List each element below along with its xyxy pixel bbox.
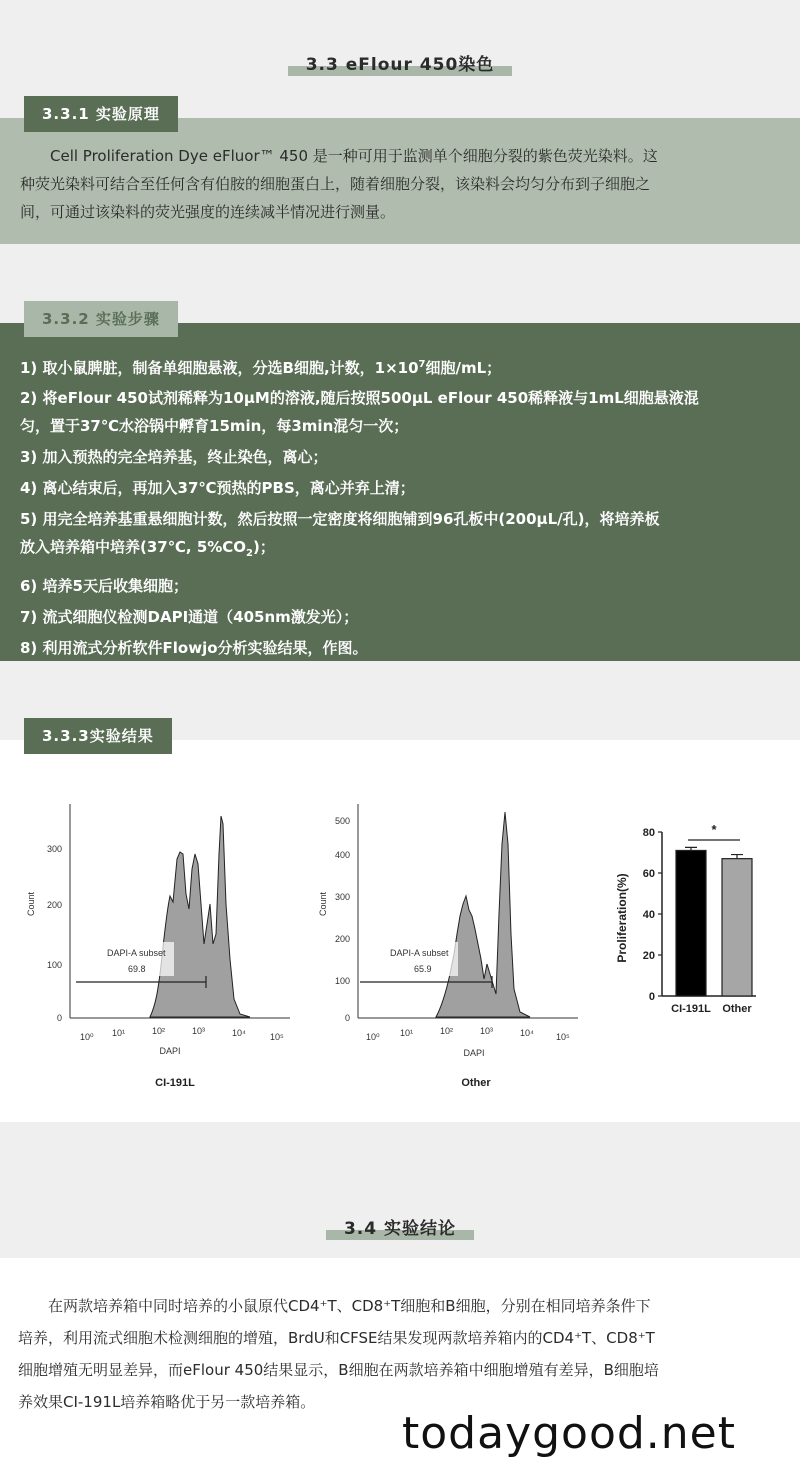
principle-line-3: 间，可通过该染料的荧光强度的连续减半情况进行测量。 (20, 203, 396, 221)
step-5-line-2: 放入培养箱中培养(37℃, $5\%CO_2$)； (20, 538, 275, 559)
bar-ytick-label-0: 0 (648, 991, 655, 1003)
conclusion-line-2: 培养，利用流式细胞术检测细胞的增殖，BrdU和CFSE结果发现两款培养箱内的CD4⁺T、CD8⁺T (18, 1329, 655, 1347)
bar-category-ci-191l: CI-191L (671, 1003, 711, 1015)
step-2-line-2: 匀，置于37℃水浴锅中孵育15min，每3min混匀一次； (20, 417, 409, 435)
hist-left-gate-value: 69.8 (128, 964, 146, 974)
hist-right-ytick-500: 500 (334, 816, 350, 826)
histogram-other (300, 784, 590, 1104)
histogram-ci-191l (20, 784, 310, 1104)
hist-left-ylabel: Count (26, 891, 36, 917)
hist-right-gate-value: 65.9 (414, 964, 432, 974)
bar-ytick-label-80: 80 (642, 827, 655, 839)
hist-left-ytick-100: 100 (46, 960, 62, 970)
step-4: 4) 离心结束后，再加入37℃预热的PBS，离心并弃上清； (20, 479, 415, 497)
hist-right-gate-label: DAPI-A subset (390, 948, 449, 958)
principle-line-1: Cell Proliferation Dye eFluor™ 450 是一种可用于监测单个细胞分裂的紫色荧光染料。这 (50, 147, 658, 165)
step-1: 1) 取小鼠脾脏，制备单细胞悬液，分选B细胞,计数，$1\times 10^7$细胞/mL； (20, 359, 502, 377)
hist-left-ytick-0: 0 (56, 1013, 62, 1023)
error-bar-other (731, 855, 743, 859)
watermark: todaygood.net (402, 1408, 736, 1459)
step-5-line-1: 5) 用完全培养基重悬细胞计数，然后按照一定密度将细胞铺到96孔板中(200μL/孔)，将培养板 (20, 510, 660, 528)
histogram-other-area (436, 812, 530, 1017)
hist-right-ytick-200: 200 (334, 934, 350, 944)
hist-right-xlabel: DAPI (463, 1048, 485, 1058)
hist-right-ytick-100: 100 (334, 976, 350, 986)
conclusion-line-1: 在两款培养箱中同时培养的小鼠原代CD4⁺T、CD8⁺T细胞和B细胞，分别在相同培养条件下 (48, 1297, 651, 1315)
bar-ytick-label-20: 20 (642, 950, 655, 962)
hist-right-xtick-0: 10⁰ (366, 1032, 380, 1042)
principle-line-2: 种荧光染料可结合至任何含有伯胺的细胞蛋白上，随着细胞分裂，该染料会均匀分布到子细胞之 (20, 175, 651, 193)
bar-ylabel: Proliferation(%) (615, 873, 629, 963)
bar-category-other: Other (722, 1003, 752, 1015)
results-band (0, 740, 800, 1122)
hist-right-ylabel: Count (318, 891, 328, 917)
tab-3-3-1: 3.3.1 实验原理 (24, 96, 178, 132)
tab-3-3-2: 3.3.2 实验步骤 (24, 301, 178, 337)
bar-ytick-label-60: 60 (642, 868, 655, 880)
hist-left-xtick-0: 10⁰ (80, 1032, 94, 1042)
hist-left-caption: CI-191L (155, 1077, 195, 1089)
conclusion-line-3: 细胞增殖无明显差异，而eFlour 450结果显示，B细胞在两款培养箱中细胞增殖有差异，B细胞培 (18, 1361, 659, 1379)
conclusion-line-4: 养效果CI-191L培养箱略优于另一款培养箱。 (18, 1393, 316, 1411)
hist-right-ytick-400: 400 (334, 850, 350, 860)
step-2-line-1: 2) 将eFlour 450试剂稀释为10μM的溶液,随后按照500μL eFlour 450稀释液与1mL细胞悬液混 (20, 389, 699, 407)
hist-left-gate-label: DAPI-A subset (107, 948, 166, 958)
bar-ci-191l (676, 850, 706, 996)
hist-left-xtick-3: 10³ (192, 1026, 206, 1036)
step-3: 3) 加入预热的完全培养基，终止染色，离心； (20, 448, 328, 466)
hist-right-ytick-0: 0 (344, 1013, 350, 1023)
step-8: 8) 利用流式分析软件Flowjo分析实验结果，作图。 (20, 639, 368, 657)
hist-left-xtick-1: 10¹ (112, 1028, 126, 1038)
section-3-3-title: 3.3 eFlour 450染色 (0, 50, 800, 75)
proliferation-bar-chart (610, 816, 790, 1056)
hist-left-xlabel: DAPI (159, 1046, 181, 1056)
hist-left-ytick-300: 300 (46, 844, 62, 854)
hist-right-xtick-3: 10³ (480, 1026, 494, 1036)
bar-ytick-label-40: 40 (642, 909, 655, 921)
step-6: 6) 培养5天后收集细胞； (20, 577, 188, 595)
hist-right-xtick-2: 10² (440, 1026, 454, 1036)
hist-left-xtick-2: 10² (152, 1026, 166, 1036)
hist-right-caption: Other (461, 1077, 491, 1089)
sig-star: * (711, 822, 717, 837)
bar-other (722, 859, 752, 996)
principle-band (0, 118, 800, 244)
hist-right-ytick-300: 300 (334, 892, 350, 902)
hist-right-xtick-1: 10¹ (400, 1028, 414, 1038)
step-7: 7) 流式细胞仪检测DAPI通道（405nm激发光）； (20, 608, 359, 626)
histogram-ci-191l-area (150, 816, 250, 1017)
tab-3-3-3: 3.3.3实验结果 (24, 718, 172, 754)
hist-right-xtick-4: 10⁴ (520, 1028, 534, 1038)
steps-band (0, 323, 800, 661)
hist-left-xtick-5: 10⁵ (270, 1032, 284, 1042)
hist-right-xtick-5: 10⁵ (556, 1032, 570, 1042)
hist-left-xtick-4: 10⁴ (232, 1028, 246, 1038)
hist-left-ytick-200: 200 (46, 900, 62, 910)
section-3-4-title: 3.4 实验结论 (0, 1214, 800, 1239)
